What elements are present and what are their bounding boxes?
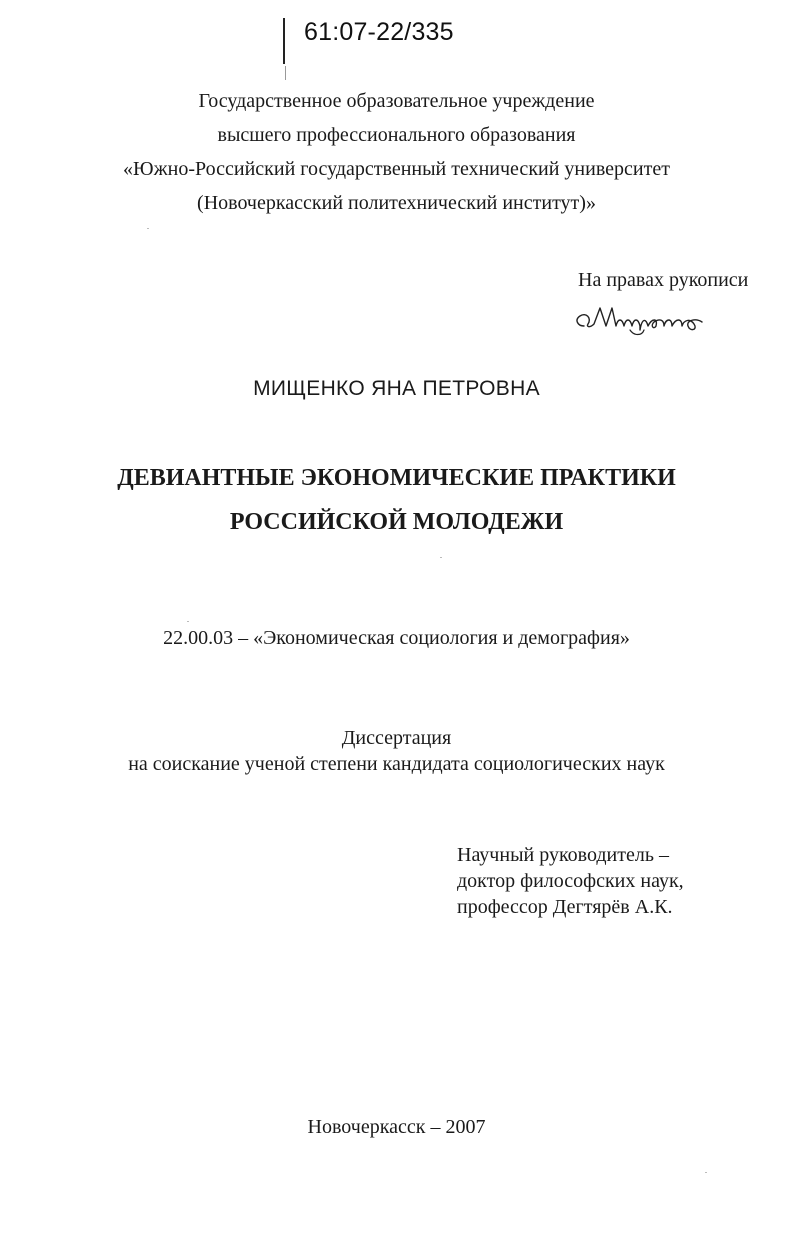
- institution-line: высшего профессионального образования: [217, 124, 576, 146]
- scientific-advisor: [457, 842, 684, 920]
- institution-line: Государственное образовательное учреждение: [198, 90, 595, 112]
- scan-speck: [440, 557, 442, 558]
- stamp-bar: [283, 18, 285, 64]
- institution-line: «Южно-Российский государственный технический университет: [123, 158, 670, 180]
- description-line: Диссертация: [341, 727, 452, 749]
- author-name: МИЩЕНКО ЯНА ПЕТРОВНА: [253, 377, 540, 400]
- scan-speck: [147, 228, 149, 229]
- scan-speck: [187, 621, 189, 622]
- specialty-code: 22.00.03 – «Экономическая социология и демография»: [163, 627, 630, 649]
- scan-speck: [705, 1172, 707, 1173]
- advisor-line: Научный руководитель –: [457, 844, 669, 866]
- title-line: ДЕВИАНТНЫЕ ЭКОНОМИЧЕСКИЕ ПРАКТИКИ: [117, 465, 676, 491]
- dissertation-title: [0, 456, 793, 544]
- institution-header: [0, 84, 793, 220]
- city-year: Новочеркасск – 2007: [307, 1116, 486, 1138]
- dissertation-description: [0, 725, 793, 777]
- description-line: на соискание ученой степени кандидата социологических наук: [128, 753, 665, 775]
- advisor-line: профессор Дегтярёв А.К.: [457, 896, 673, 918]
- author-signature: [572, 296, 712, 340]
- title-line: РОССИЙСКОЙ МОЛОДЕЖИ: [229, 509, 564, 535]
- stamp-bar-tail: [285, 66, 286, 80]
- stamp-code: 61:07-22/335: [304, 18, 454, 46]
- institution-line: (Новочеркасский политехнический институт)»: [197, 192, 596, 214]
- advisor-line: доктор философских наук,: [457, 870, 684, 892]
- manuscript-note: На правах рукописи: [578, 269, 749, 291]
